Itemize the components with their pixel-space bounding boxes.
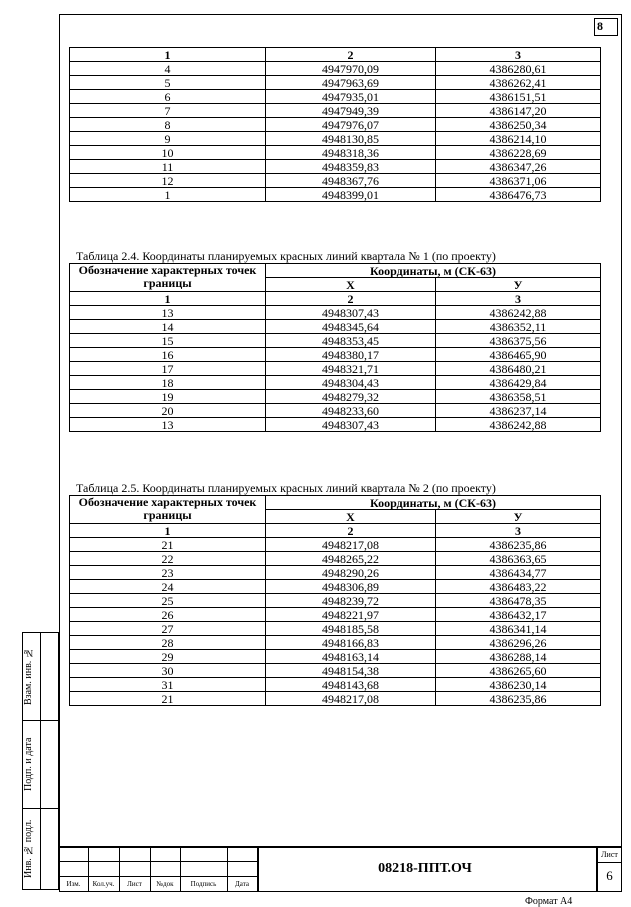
y-coordinate-cell: 4386237,14 <box>436 404 601 418</box>
y-coordinate-cell: 4386434,77 <box>436 566 601 580</box>
y-coordinate-cell: 4386250,34 <box>436 118 601 132</box>
y-coordinate-cell: 4386480,21 <box>436 362 601 376</box>
format-note: Формат А4 <box>525 896 573 907</box>
header-coordinates: Координаты, м (СК-63) <box>266 496 601 510</box>
table-row <box>70 160 601 174</box>
x-coordinate-cell: 4947949,39 <box>266 104 436 118</box>
header-y: У <box>436 278 601 292</box>
stamp-label-ndok: №док <box>156 880 174 888</box>
point-id-cell: 20 <box>70 404 266 418</box>
y-coordinate-cell: 4386214,10 <box>436 132 601 146</box>
document-code: 08218-ППТ.ОЧ <box>378 861 472 876</box>
x-coordinate-cell: 4948279,32 <box>266 390 436 404</box>
point-id-cell: 21 <box>70 538 266 552</box>
table-row <box>70 334 601 348</box>
table-row <box>70 404 601 418</box>
x-coordinate-cell: 4947976,07 <box>266 118 436 132</box>
y-coordinate-cell: 4386358,51 <box>436 390 601 404</box>
stamp-label-izm: Изм. <box>66 880 81 888</box>
stamp-label-data: Дата <box>235 880 249 888</box>
y-coordinate-cell: 4386151,51 <box>436 90 601 104</box>
table-row <box>70 678 601 692</box>
x-coordinate-cell: 4948166,83 <box>266 636 436 650</box>
y-coordinate-cell: 4386352,11 <box>436 320 601 334</box>
table-row <box>70 90 601 104</box>
x-coordinate-cell: 4948306,89 <box>266 580 436 594</box>
point-id-cell: 18 <box>70 376 266 390</box>
y-coordinate-cell: 4386235,86 <box>436 692 601 706</box>
table-header-row <box>70 48 601 62</box>
point-id-cell: 5 <box>70 76 266 90</box>
y-coordinate-cell: 4386242,88 <box>436 306 601 320</box>
table-row <box>70 390 601 404</box>
point-id-cell: 8 <box>70 118 266 132</box>
page-number: 8 <box>594 18 618 36</box>
sheet-number: 6 <box>606 868 613 883</box>
x-coordinate-cell: 4948359,83 <box>266 160 436 174</box>
table-row <box>70 418 601 432</box>
x-coordinate-cell: 4947970,09 <box>266 62 436 76</box>
table-row <box>70 62 601 76</box>
point-id-cell: 4 <box>70 62 266 76</box>
y-coordinate-cell: 4386465,90 <box>436 348 601 362</box>
y-coordinate-cell: 4386432,17 <box>436 608 601 622</box>
table-row <box>70 132 601 146</box>
x-coordinate-cell: 4948367,76 <box>266 174 436 188</box>
x-coordinate-cell: 4948307,43 <box>266 418 436 432</box>
point-id-cell: 12 <box>70 174 266 188</box>
y-coordinate-cell: 4386296,26 <box>436 636 601 650</box>
y-coordinate-cell: 4386242,88 <box>436 418 601 432</box>
sheet-label: Лист <box>601 850 618 859</box>
column-number: 1 <box>70 292 266 306</box>
column-number: 3 <box>436 292 601 306</box>
x-coordinate-cell: 4948321,71 <box>266 362 436 376</box>
point-id-cell: 6 <box>70 90 266 104</box>
y-coordinate-cell: 4386265,60 <box>436 664 601 678</box>
x-coordinate-cell: 4948233,60 <box>266 404 436 418</box>
y-coordinate-cell: 4386478,35 <box>436 594 601 608</box>
y-coordinate-cell: 4386288,14 <box>436 650 601 664</box>
table-row <box>70 566 601 580</box>
column-header: 3 <box>436 48 601 62</box>
header-coordinates: Координаты, м (СК-63) <box>266 264 601 278</box>
coordinates-table-2-5 <box>69 495 601 706</box>
table-row <box>70 376 601 390</box>
x-coordinate-cell: 4948307,43 <box>266 306 436 320</box>
stamp-label-podpis: Подпись <box>190 880 217 888</box>
y-coordinate-cell: 4386476,73 <box>436 188 601 202</box>
point-id-cell: 11 <box>70 160 266 174</box>
table-row <box>70 362 601 376</box>
table-row <box>70 146 601 160</box>
table-row <box>70 594 601 608</box>
table-row <box>70 664 601 678</box>
point-id-cell: 30 <box>70 664 266 678</box>
y-coordinate-cell: 4386341,14 <box>436 622 601 636</box>
x-coordinate-cell: 4947963,69 <box>266 76 436 90</box>
point-id-cell: 9 <box>70 132 266 146</box>
y-coordinate-cell: 4386375,56 <box>436 334 601 348</box>
table-2-5-caption: Таблица 2.5. Координаты планируемых красных линий квартала № 2 (по проекту) <box>76 481 496 495</box>
table-row <box>70 538 601 552</box>
x-coordinate-cell: 4948163,14 <box>266 650 436 664</box>
coordinates-table-2-4 <box>69 263 601 432</box>
point-id-cell: 15 <box>70 334 266 348</box>
x-coordinate-cell: 4948221,97 <box>266 608 436 622</box>
point-id-cell: 26 <box>70 608 266 622</box>
x-coordinate-cell: 4948265,22 <box>266 552 436 566</box>
x-coordinate-cell: 4948353,45 <box>266 334 436 348</box>
header-y: У <box>436 510 601 524</box>
table-row <box>70 622 601 636</box>
point-id-cell: 24 <box>70 580 266 594</box>
point-id-cell: 14 <box>70 320 266 334</box>
table-row <box>70 348 601 362</box>
column-number: 2 <box>266 292 436 306</box>
column-header: 1 <box>70 48 266 62</box>
point-id-cell: 25 <box>70 594 266 608</box>
point-id-cell: 23 <box>70 566 266 580</box>
table-row <box>70 104 601 118</box>
y-coordinate-cell: 4386230,14 <box>436 678 601 692</box>
table-row <box>70 580 601 594</box>
table-2-4-caption: Таблица 2.4. Координаты планируемых красных линий квартала № 1 (по проекту) <box>76 249 496 263</box>
table-row <box>70 636 601 650</box>
x-coordinate-cell: 4948154,38 <box>266 664 436 678</box>
y-coordinate-cell: 4386280,61 <box>436 62 601 76</box>
y-coordinate-cell: 4386228,69 <box>436 146 601 160</box>
table-row <box>70 76 601 90</box>
x-coordinate-cell: 4948130,85 <box>266 132 436 146</box>
header-point-designation: Обозначение характерных точек границы <box>70 496 266 524</box>
sign-date-label: Подп. и дата <box>23 737 34 791</box>
x-coordinate-cell: 4948290,26 <box>266 566 436 580</box>
column-number: 2 <box>266 524 436 538</box>
x-coordinate-cell: 4948380,17 <box>266 348 436 362</box>
y-coordinate-cell: 4386147,20 <box>436 104 601 118</box>
table-row <box>70 174 601 188</box>
y-coordinate-cell: 4386347,26 <box>436 160 601 174</box>
table-row <box>70 692 601 706</box>
point-id-cell: 13 <box>70 418 266 432</box>
x-coordinate-cell: 4948304,43 <box>266 376 436 390</box>
point-id-cell: 13 <box>70 306 266 320</box>
table-row <box>70 650 601 664</box>
point-id-cell: 16 <box>70 348 266 362</box>
x-coordinate-cell: 4948318,36 <box>266 146 436 160</box>
point-id-cell: 7 <box>70 104 266 118</box>
table-row <box>70 552 601 566</box>
header-point-designation: Обозначение характерных точек границы <box>70 264 266 292</box>
x-coordinate-cell: 4948217,08 <box>266 692 436 706</box>
header-x: Х <box>266 278 436 292</box>
stamp-label-list: Лист <box>127 880 142 888</box>
point-id-cell: 19 <box>70 390 266 404</box>
point-id-cell: 27 <box>70 622 266 636</box>
y-coordinate-cell: 4386483,22 <box>436 580 601 594</box>
header-x: Х <box>266 510 436 524</box>
column-header: 2 <box>266 48 436 62</box>
coordinates-table-continued <box>69 47 601 202</box>
y-coordinate-cell: 4386262,41 <box>436 76 601 90</box>
table-row <box>70 608 601 622</box>
title-block <box>59 846 622 892</box>
column-number: 3 <box>436 524 601 538</box>
y-coordinate-cell: 4386235,86 <box>436 538 601 552</box>
x-coordinate-cell: 4948185,58 <box>266 622 436 636</box>
point-id-cell: 22 <box>70 552 266 566</box>
point-id-cell: 10 <box>70 146 266 160</box>
inv-replace-label: Взам. инв. № <box>23 647 34 705</box>
point-id-cell: 17 <box>70 362 266 376</box>
x-coordinate-cell: 4948239,72 <box>266 594 436 608</box>
point-id-cell: 1 <box>70 188 266 202</box>
inv-original-label: Инв. № подл. <box>23 819 34 879</box>
point-id-cell: 31 <box>70 678 266 692</box>
table-row <box>70 306 601 320</box>
point-id-cell: 29 <box>70 650 266 664</box>
x-coordinate-cell: 4948217,08 <box>266 538 436 552</box>
y-coordinate-cell: 4386371,06 <box>436 174 601 188</box>
table-row <box>70 188 601 202</box>
point-id-cell: 21 <box>70 692 266 706</box>
side-strip <box>22 632 59 890</box>
x-coordinate-cell: 4948399,01 <box>266 188 436 202</box>
x-coordinate-cell: 4947935,01 <box>266 90 436 104</box>
table-row <box>70 118 601 132</box>
stamp-label-kol: Кол.уч. <box>92 880 115 888</box>
x-coordinate-cell: 4948143,68 <box>266 678 436 692</box>
point-id-cell: 28 <box>70 636 266 650</box>
y-coordinate-cell: 4386429,84 <box>436 376 601 390</box>
table-row <box>70 320 601 334</box>
y-coordinate-cell: 4386363,65 <box>436 552 601 566</box>
x-coordinate-cell: 4948345,64 <box>266 320 436 334</box>
column-number: 1 <box>70 524 266 538</box>
